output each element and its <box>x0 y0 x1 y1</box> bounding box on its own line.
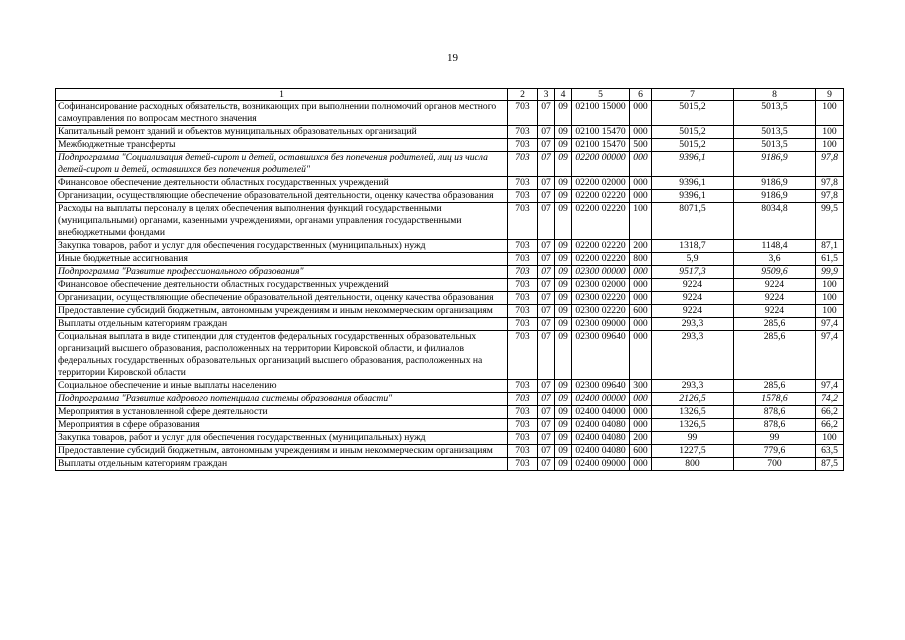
plan-amount-cell: 293,3 <box>652 331 734 380</box>
target-article-cell: 02100 15000 <box>572 101 630 126</box>
target-article-cell: 02300 09000 <box>572 318 630 331</box>
percent-cell: 74,2 <box>816 393 844 406</box>
expense-type-cell: 000 <box>630 126 652 139</box>
table-row <box>56 445 844 458</box>
expense-type-cell: 000 <box>630 292 652 305</box>
kvsr-cell: 703 <box>508 266 538 279</box>
target-article-cell: 02300 02220 <box>572 305 630 318</box>
section-cell: 07 <box>538 266 555 279</box>
target-article-cell: 02300 09640 <box>572 331 630 380</box>
kvsr-cell: 703 <box>508 305 538 318</box>
expense-type-cell: 200 <box>630 240 652 253</box>
expense-type-cell: 000 <box>630 190 652 203</box>
target-article-cell: 02400 09000 <box>572 458 630 471</box>
subsection-cell: 09 <box>555 190 572 203</box>
subsection-cell: 09 <box>555 253 572 266</box>
kvsr-cell: 703 <box>508 203 538 240</box>
section-cell: 07 <box>538 253 555 266</box>
row-name-cell: Предоставление субсидий бюджетным, автономным учреждениям и иным некоммерческим организациям <box>56 445 508 458</box>
kvsr-cell: 703 <box>508 432 538 445</box>
plan-amount-cell: 1326,5 <box>652 419 734 432</box>
table-row <box>56 152 844 177</box>
plan-amount-cell: 5015,2 <box>652 126 734 139</box>
percent-cell: 100 <box>816 292 844 305</box>
subsection-cell: 09 <box>555 266 572 279</box>
expense-type-cell: 000 <box>630 101 652 126</box>
actual-amount-cell: 9224 <box>734 279 816 292</box>
row-name-cell: Капитальный ремонт зданий и объектов муниципальных образовательных организаций <box>56 126 508 139</box>
target-article-cell: 02300 02000 <box>572 279 630 292</box>
actual-amount-cell: 9186,9 <box>734 152 816 177</box>
kvsr-cell: 703 <box>508 190 538 203</box>
percent-cell: 66,2 <box>816 419 844 432</box>
subsection-cell: 09 <box>555 305 572 318</box>
actual-amount-cell: 9509,6 <box>734 266 816 279</box>
target-article-cell: 02400 04000 <box>572 406 630 419</box>
percent-cell: 100 <box>816 126 844 139</box>
actual-amount-cell: 3,6 <box>734 253 816 266</box>
plan-amount-cell: 9224 <box>652 279 734 292</box>
actual-amount-cell: 9224 <box>734 305 816 318</box>
table-row <box>56 292 844 305</box>
section-cell: 07 <box>538 331 555 380</box>
header-cell: 2 <box>508 89 538 101</box>
subsection-cell: 09 <box>555 406 572 419</box>
header-cell: 6 <box>630 89 652 101</box>
subsection-cell: 09 <box>555 318 572 331</box>
plan-amount-cell: 1326,5 <box>652 406 734 419</box>
section-cell: 07 <box>538 190 555 203</box>
plan-amount-cell: 9396,1 <box>652 152 734 177</box>
expense-type-cell: 800 <box>630 253 652 266</box>
row-name-cell: Организации, осуществляющие обеспечение образовательной деятельности, оценку качества образования <box>56 190 508 203</box>
section-cell: 07 <box>538 203 555 240</box>
plan-amount-cell: 293,3 <box>652 318 734 331</box>
percent-cell: 97,4 <box>816 318 844 331</box>
actual-amount-cell: 878,6 <box>734 419 816 432</box>
row-name-cell: Подпрограмма "Развитие кадрового потенциала системы образования области" <box>56 393 508 406</box>
table-row <box>56 318 844 331</box>
row-name-cell: Мероприятия в установленной сфере деятельности <box>56 406 508 419</box>
target-article-cell: 02100 15470 <box>572 126 630 139</box>
table-row <box>56 266 844 279</box>
expense-type-cell: 000 <box>630 318 652 331</box>
section-cell: 07 <box>538 393 555 406</box>
table-row <box>56 177 844 190</box>
plan-amount-cell: 1318,7 <box>652 240 734 253</box>
plan-amount-cell: 9396,1 <box>652 177 734 190</box>
percent-cell: 100 <box>816 101 844 126</box>
expense-type-cell: 300 <box>630 380 652 393</box>
plan-amount-cell: 293,3 <box>652 380 734 393</box>
expense-type-cell: 000 <box>630 152 652 177</box>
target-article-cell: 02200 02220 <box>572 253 630 266</box>
kvsr-cell: 703 <box>508 253 538 266</box>
kvsr-cell: 703 <box>508 177 538 190</box>
expense-type-cell: 000 <box>630 177 652 190</box>
table-row <box>56 139 844 152</box>
subsection-cell: 09 <box>555 432 572 445</box>
row-name-cell: Финансовое обеспечение деятельности областных государственных учреждений <box>56 279 508 292</box>
table-row <box>56 190 844 203</box>
target-article-cell: 02200 02220 <box>572 203 630 240</box>
table-row <box>56 203 844 240</box>
subsection-cell: 09 <box>555 393 572 406</box>
target-article-cell: 02100 15470 <box>572 139 630 152</box>
kvsr-cell: 703 <box>508 393 538 406</box>
actual-amount-cell: 285,6 <box>734 331 816 380</box>
row-name-cell: Софинансирование расходных обязательств, возникающих при выполнении полномочий органов местного самоуправления по вопросам местного значения <box>56 101 508 126</box>
section-cell: 07 <box>538 305 555 318</box>
kvsr-cell: 703 <box>508 406 538 419</box>
section-cell: 07 <box>538 445 555 458</box>
plan-amount-cell: 5,9 <box>652 253 734 266</box>
kvsr-cell: 703 <box>508 139 538 152</box>
actual-amount-cell: 99 <box>734 432 816 445</box>
table-row <box>56 432 844 445</box>
table-row <box>56 406 844 419</box>
section-cell: 07 <box>538 318 555 331</box>
section-cell: 07 <box>538 380 555 393</box>
actual-amount-cell: 9224 <box>734 292 816 305</box>
section-cell: 07 <box>538 432 555 445</box>
plan-amount-cell: 9224 <box>652 305 734 318</box>
actual-amount-cell: 5013,5 <box>734 101 816 126</box>
plan-amount-cell: 9517,3 <box>652 266 734 279</box>
plan-amount-cell: 9224 <box>652 292 734 305</box>
actual-amount-cell: 285,6 <box>734 318 816 331</box>
actual-amount-cell: 8034,8 <box>734 203 816 240</box>
actual-amount-cell: 1148,4 <box>734 240 816 253</box>
target-article-cell: 02300 09640 <box>572 380 630 393</box>
kvsr-cell: 703 <box>508 101 538 126</box>
percent-cell: 97,8 <box>816 177 844 190</box>
plan-amount-cell: 9396,1 <box>652 190 734 203</box>
percent-cell: 87,1 <box>816 240 844 253</box>
expense-type-cell: 600 <box>630 305 652 318</box>
percent-cell: 97,8 <box>816 190 844 203</box>
target-article-cell: 02400 04080 <box>572 419 630 432</box>
kvsr-cell: 703 <box>508 318 538 331</box>
header-cell: 5 <box>572 89 630 101</box>
row-name-cell: Выплаты отдельным категориям граждан <box>56 458 508 471</box>
subsection-cell: 09 <box>555 240 572 253</box>
subsection-cell: 09 <box>555 101 572 126</box>
target-article-cell: 02200 02000 <box>572 177 630 190</box>
row-name-cell: Выплаты отдельным категориям граждан <box>56 318 508 331</box>
header-cell: 8 <box>734 89 816 101</box>
row-name-cell: Межбюджетные трансферты <box>56 139 508 152</box>
target-article-cell: 02200 02220 <box>572 190 630 203</box>
expense-type-cell: 000 <box>630 331 652 380</box>
actual-amount-cell: 878,6 <box>734 406 816 419</box>
section-cell: 07 <box>538 152 555 177</box>
header-cell: 1 <box>56 89 508 101</box>
subsection-cell: 09 <box>555 139 572 152</box>
row-name-cell: Предоставление субсидий бюджетным, автономным учреждениям и иным некоммерческим организациям <box>56 305 508 318</box>
row-name-cell: Подпрограмма "Социализация детей-сирот и детей, оставшихся без попечения родителей, лиц из числа детей-сирот и детей, оставшихся без попечения родителей" <box>56 152 508 177</box>
section-cell: 07 <box>538 101 555 126</box>
percent-cell: 99,9 <box>816 266 844 279</box>
expense-type-cell: 500 <box>630 139 652 152</box>
percent-cell: 61,5 <box>816 253 844 266</box>
percent-cell: 100 <box>816 305 844 318</box>
percent-cell: 66,2 <box>816 406 844 419</box>
kvsr-cell: 703 <box>508 331 538 380</box>
subsection-cell: 09 <box>555 203 572 240</box>
header-cell: 7 <box>652 89 734 101</box>
row-name-cell: Финансовое обеспечение деятельности областных государственных учреждений <box>56 177 508 190</box>
table-row <box>56 240 844 253</box>
plan-amount-cell: 5015,2 <box>652 139 734 152</box>
subsection-cell: 09 <box>555 126 572 139</box>
row-name-cell: Социальная выплата в виде стипендии для студентов федеральных государственных образовательных организаций высшего образования, расположенных на территории Кировской области, и филиалов федеральных государственных образовательных организаций высшего образования, расположенных на территории Кировской области <box>56 331 508 380</box>
section-cell: 07 <box>538 406 555 419</box>
subsection-cell: 09 <box>555 380 572 393</box>
section-cell: 07 <box>538 177 555 190</box>
plan-amount-cell: 99 <box>652 432 734 445</box>
target-article-cell: 02200 02220 <box>572 240 630 253</box>
subsection-cell: 09 <box>555 279 572 292</box>
table-header-row <box>56 89 844 101</box>
table-row <box>56 279 844 292</box>
kvsr-cell: 703 <box>508 152 538 177</box>
header-cell: 4 <box>555 89 572 101</box>
plan-amount-cell: 800 <box>652 458 734 471</box>
percent-cell: 100 <box>816 139 844 152</box>
percent-cell: 63,5 <box>816 445 844 458</box>
table-row <box>56 305 844 318</box>
section-cell: 07 <box>538 240 555 253</box>
section-cell: 07 <box>538 126 555 139</box>
target-article-cell: 02200 00000 <box>572 152 630 177</box>
row-name-cell: Закупка товаров, работ и услуг для обеспечения государственных (муниципальных) нужд <box>56 432 508 445</box>
kvsr-cell: 703 <box>508 126 538 139</box>
percent-cell: 99,5 <box>816 203 844 240</box>
row-name-cell: Расходы на выплаты персоналу в целях обеспечения выполнения функций государственными (муниципальными) органами, казенными учреждениями, органами управления государственными внебюджетными фондами <box>56 203 508 240</box>
expense-type-cell: 000 <box>630 393 652 406</box>
kvsr-cell: 703 <box>508 240 538 253</box>
table-row <box>56 458 844 471</box>
table-row <box>56 126 844 139</box>
target-article-cell: 02400 04080 <box>572 432 630 445</box>
plan-amount-cell: 2126,5 <box>652 393 734 406</box>
percent-cell: 97,4 <box>816 380 844 393</box>
subsection-cell: 09 <box>555 331 572 380</box>
row-name-cell: Социальное обеспечение и иные выплаты населению <box>56 380 508 393</box>
plan-amount-cell: 5015,2 <box>652 101 734 126</box>
percent-cell: 100 <box>816 279 844 292</box>
actual-amount-cell: 9186,9 <box>734 190 816 203</box>
row-name-cell: Подпрограмма "Развитие профессионального образования" <box>56 266 508 279</box>
table-row <box>56 253 844 266</box>
header-cell: 9 <box>816 89 844 101</box>
percent-cell: 97,4 <box>816 331 844 380</box>
budget-table <box>55 88 844 471</box>
target-article-cell: 02300 00000 <box>572 266 630 279</box>
subsection-cell: 09 <box>555 292 572 305</box>
row-name-cell: Организации, осуществляющие обеспечение образовательной деятельности, оценку качества образования <box>56 292 508 305</box>
row-name-cell: Закупка товаров, работ и услуг для обеспечения государственных (муниципальных) нужд <box>56 240 508 253</box>
subsection-cell: 09 <box>555 458 572 471</box>
table-row <box>56 380 844 393</box>
plan-amount-cell: 1227,5 <box>652 445 734 458</box>
percent-cell: 100 <box>816 432 844 445</box>
kvsr-cell: 703 <box>508 445 538 458</box>
section-cell: 07 <box>538 419 555 432</box>
actual-amount-cell: 779,6 <box>734 445 816 458</box>
header-cell: 3 <box>538 89 555 101</box>
expense-type-cell: 600 <box>630 445 652 458</box>
expense-type-cell: 000 <box>630 419 652 432</box>
table-row <box>56 419 844 432</box>
row-name-cell: Иные бюджетные ассигнования <box>56 253 508 266</box>
subsection-cell: 09 <box>555 152 572 177</box>
expense-type-cell: 100 <box>630 203 652 240</box>
target-article-cell: 02400 00000 <box>572 393 630 406</box>
kvsr-cell: 703 <box>508 419 538 432</box>
table-row <box>56 393 844 406</box>
page-number: 19 <box>447 52 458 64</box>
actual-amount-cell: 9186,9 <box>734 177 816 190</box>
row-name-cell: Мероприятия в сфере образования <box>56 419 508 432</box>
expense-type-cell: 000 <box>630 279 652 292</box>
plan-amount-cell: 8071,5 <box>652 203 734 240</box>
section-cell: 07 <box>538 279 555 292</box>
target-article-cell: 02400 04080 <box>572 445 630 458</box>
kvsr-cell: 703 <box>508 380 538 393</box>
kvsr-cell: 703 <box>508 279 538 292</box>
expense-type-cell: 000 <box>630 458 652 471</box>
target-article-cell: 02300 02220 <box>572 292 630 305</box>
kvsr-cell: 703 <box>508 292 538 305</box>
section-cell: 07 <box>538 139 555 152</box>
percent-cell: 87,5 <box>816 458 844 471</box>
actual-amount-cell: 5013,5 <box>734 139 816 152</box>
table-row <box>56 331 844 380</box>
section-cell: 07 <box>538 292 555 305</box>
kvsr-cell: 703 <box>508 458 538 471</box>
subsection-cell: 09 <box>555 419 572 432</box>
percent-cell: 97,8 <box>816 152 844 177</box>
expense-type-cell: 000 <box>630 406 652 419</box>
subsection-cell: 09 <box>555 177 572 190</box>
actual-amount-cell: 1578,6 <box>734 393 816 406</box>
expense-type-cell: 000 <box>630 266 652 279</box>
expense-type-cell: 200 <box>630 432 652 445</box>
table-row <box>56 101 844 126</box>
subsection-cell: 09 <box>555 445 572 458</box>
actual-amount-cell: 285,6 <box>734 380 816 393</box>
section-cell: 07 <box>538 458 555 471</box>
actual-amount-cell: 700 <box>734 458 816 471</box>
actual-amount-cell: 5013,5 <box>734 126 816 139</box>
